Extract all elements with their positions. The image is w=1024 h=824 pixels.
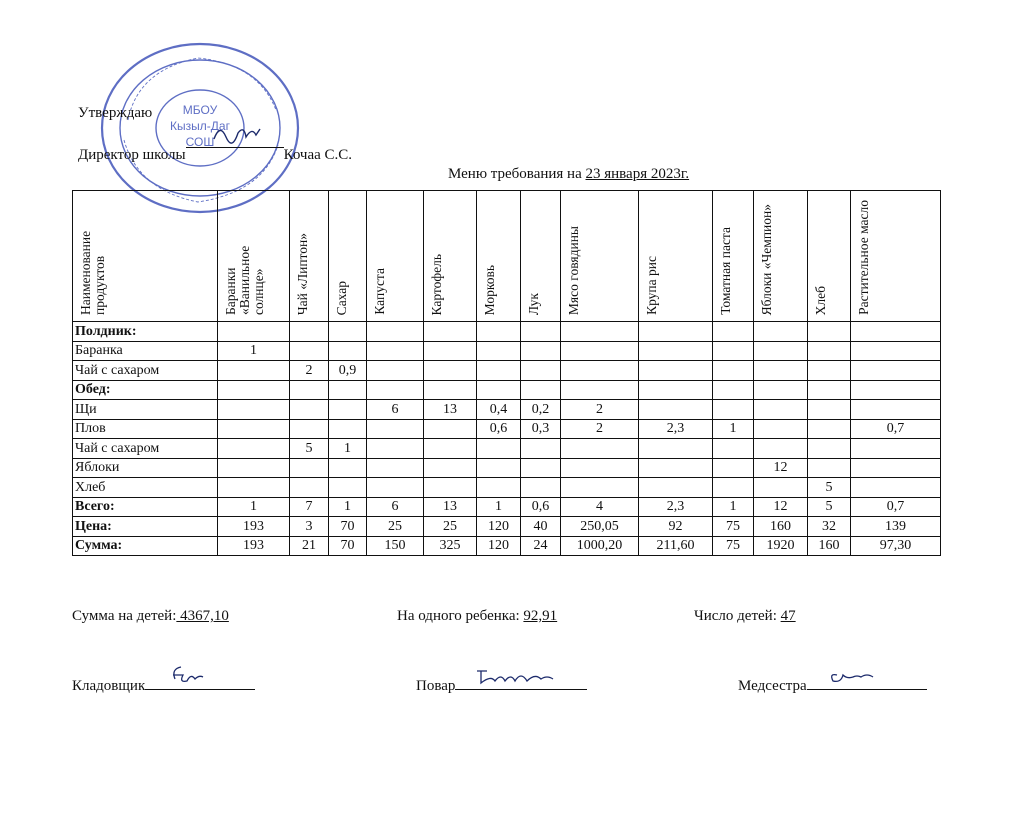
column-header-label: Крупа рис [644,256,659,315]
table-cell: 211,60 [639,536,713,556]
table-cell: 5 [290,439,329,459]
nurse-signature [738,675,927,695]
table-cell [367,341,424,361]
table-cell [367,458,424,478]
column-header-label: Капуста [372,268,387,315]
table-cell [639,458,713,478]
table-cell [424,419,477,439]
table-cell [808,322,851,342]
column-header-label: Сахар [334,280,349,315]
table-cell [521,380,561,400]
table-cell: 75 [713,536,754,556]
column-header-label: Морковь [482,264,497,315]
table-cell [424,341,477,361]
table-cell [367,361,424,381]
table-cell: 3 [290,517,329,537]
table-cell [561,322,639,342]
table-cell [218,361,290,381]
table-cell: 13 [424,497,477,517]
table-cell [477,322,521,342]
table-cell: 25 [424,517,477,537]
table-cell [639,380,713,400]
table-cell: 325 [424,536,477,556]
table-cell [808,458,851,478]
column-header [424,191,477,322]
children-count [694,608,796,625]
table-cell [218,458,290,478]
table-cell [851,439,941,459]
table-cell [290,478,329,498]
table-row [73,536,941,556]
director-signature [186,121,284,145]
table-cell [851,341,941,361]
cook-signature-line [455,675,587,690]
table-cell: 0,3 [521,419,561,439]
table-cell [521,361,561,381]
table-cell [561,341,639,361]
column-header-label: Томатная паста [718,227,733,315]
per-child [397,608,557,625]
table-cell [639,341,713,361]
table-cell [754,478,808,498]
table-cell: 32 [808,517,851,537]
table-cell: 139 [851,517,941,537]
stamp-text-1: МБОУ [182,103,218,117]
row-label: Полдник: [73,322,218,342]
table-cell: 7 [290,497,329,517]
table-cell: 150 [367,536,424,556]
table-cell [851,361,941,381]
table-cell [851,322,941,342]
table-cell: 0,9 [329,361,367,381]
table-cell [367,439,424,459]
row-label: Сумма: [73,536,218,556]
table-cell [424,478,477,498]
table-cell [561,439,639,459]
table-cell [808,400,851,420]
table-cell [218,478,290,498]
row-label: Обед: [73,380,218,400]
table-cell [367,478,424,498]
table-cell [808,419,851,439]
table-cell [754,322,808,342]
table-cell [808,361,851,381]
table-cell: 2,3 [639,419,713,439]
table-row [73,361,941,381]
column-header [73,191,218,322]
table-cell: 0,6 [521,497,561,517]
table-cell [851,478,941,498]
table-cell: 92 [639,517,713,537]
row-label: Баранка [73,341,218,361]
table-cell: 1 [713,497,754,517]
table-row [73,322,941,342]
table-header-row [73,191,941,322]
header-products: Наименование продуктов [78,230,107,315]
per-child-value: 92,91 [523,608,558,624]
table-cell [521,458,561,478]
table-cell [639,322,713,342]
table-cell: 193 [218,536,290,556]
table-cell: 1 [218,497,290,517]
column-header [290,191,329,322]
table-cell [424,361,477,381]
table-cell [754,419,808,439]
table-cell [329,400,367,420]
table-cell [329,341,367,361]
table-row [73,341,941,361]
table-cell: 6 [367,497,424,517]
row-label: Щи [73,400,218,420]
table-cell [754,400,808,420]
stamp-text-2: Кызыл-Даг [170,119,230,133]
table-cell [521,322,561,342]
column-header-label: Хлеб [813,285,828,315]
column-header [477,191,521,322]
table-cell [329,419,367,439]
table-cell [639,361,713,381]
table-cell [477,458,521,478]
table-cell: 13 [424,400,477,420]
table-cell [329,478,367,498]
table-cell: 25 [367,517,424,537]
table-cell [477,380,521,400]
table-cell: 160 [808,536,851,556]
children-sum-value: 4367,10 [176,608,229,624]
children-count-label: Число детей: [694,608,781,624]
children-count-value: 47 [780,608,796,624]
table-cell [754,439,808,459]
table-cell: 1 [713,419,754,439]
table-cell: 0,2 [521,400,561,420]
table-cell: 120 [477,536,521,556]
title-prefix: Меню требования на [448,166,586,182]
table-cell [851,400,941,420]
table-cell [424,439,477,459]
table-cell [477,478,521,498]
table-cell [561,458,639,478]
table-cell [329,380,367,400]
table-cell [424,380,477,400]
table-cell: 0,7 [851,419,941,439]
director-label: Директор школы [78,147,186,163]
column-header [713,191,754,322]
table-cell [367,322,424,342]
table-cell: 160 [754,517,808,537]
column-header-label: Чай «Липтон» [295,232,310,315]
column-header [329,191,367,322]
table-cell [367,380,424,400]
table-cell [639,439,713,459]
table-cell: 120 [477,517,521,537]
table-cell: 21 [290,536,329,556]
column-header-label: Яблоки «Чемпион» [759,203,774,315]
table-cell: 5 [808,478,851,498]
table-cell: 250,05 [561,517,639,537]
table-cell: 1 [477,497,521,517]
table-cell [290,419,329,439]
table-cell: 1920 [754,536,808,556]
table-cell [754,341,808,361]
table-cell: 6 [367,400,424,420]
children-sum [72,608,229,625]
table-row [73,380,941,400]
table-row [73,458,941,478]
table-cell [713,341,754,361]
table-cell: 5 [808,497,851,517]
column-header [808,191,851,322]
table-cell: 2 [561,419,639,439]
table-cell [218,419,290,439]
table-cell: 70 [329,536,367,556]
table-cell [713,380,754,400]
table-cell [808,439,851,459]
table-cell: 75 [713,517,754,537]
row-label: Яблоки [73,458,218,478]
table-cell: 24 [521,536,561,556]
table-cell [477,439,521,459]
table-cell [713,439,754,459]
table-row [73,478,941,498]
table-cell: 2,3 [639,497,713,517]
storekeeper-signature [72,675,255,695]
table-cell [290,380,329,400]
cook-signature-mark [455,663,587,689]
table-cell: 193 [218,517,290,537]
table-cell: 70 [329,517,367,537]
table-cell: 1 [329,439,367,459]
table-row [73,400,941,420]
column-header [218,191,290,322]
table-cell: 1000,20 [561,536,639,556]
table-cell [639,478,713,498]
table-cell: 4 [561,497,639,517]
table-cell [713,458,754,478]
table-cell [754,361,808,381]
approval-label: Утверждаю [78,105,153,121]
table-cell: 12 [754,458,808,478]
column-header-label: Баранки «Ванильное солнце» [223,245,266,315]
row-label: Плов [73,419,218,439]
column-header-label: Картофель [429,253,444,315]
table-cell [329,322,367,342]
director-name: Кочаа С.С. [283,147,353,163]
table-cell [424,322,477,342]
title-date: 23 января 2023г. [585,166,690,182]
table-cell [218,380,290,400]
table-row [73,419,941,439]
director-line [78,135,352,164]
table-cell: 1 [218,341,290,361]
column-header [639,191,713,322]
nurse-label: Медсестра [738,678,807,694]
table-cell [521,439,561,459]
cook-label: Повар [416,678,456,694]
table-cell [290,400,329,420]
table-cell [639,400,713,420]
table-cell: 12 [754,497,808,517]
table-cell [477,361,521,381]
table-cell [561,478,639,498]
table-cell [218,322,290,342]
table-cell [521,478,561,498]
row-label: Всего: [73,497,218,517]
table-cell [561,361,639,381]
table-cell: 97,30 [851,536,941,556]
column-header [367,191,424,322]
table-cell [367,419,424,439]
table-cell [851,458,941,478]
table-cell [218,439,290,459]
table-row [73,517,941,537]
children-sum-label: Сумма на детей: [72,608,177,624]
column-header [851,191,941,322]
cook-signature [416,675,587,695]
table-row [73,497,941,517]
row-label: Цена: [73,517,218,537]
storekeeper-signature-mark [145,663,255,689]
director-signature-line [186,135,284,148]
table-cell [521,341,561,361]
per-child-label: На одного ребенка: [397,608,524,624]
table-cell [808,341,851,361]
nurse-signature-line [807,675,927,690]
table-cell: 0,7 [851,497,941,517]
table-cell: 0,6 [477,419,521,439]
row-label: Хлеб [73,478,218,498]
table-cell [713,478,754,498]
table-cell [218,400,290,420]
table-cell [754,380,808,400]
table-cell [477,341,521,361]
table-cell: 0,4 [477,400,521,420]
table-cell [713,322,754,342]
row-label: Чай с сахаром [73,439,218,459]
column-header-label: Лук [526,292,541,315]
table-cell [290,322,329,342]
table-cell: 2 [561,400,639,420]
table-cell [424,458,477,478]
column-header [754,191,808,322]
document-title [448,166,689,183]
table-cell [713,400,754,420]
column-header-label: Растительное масло [856,200,871,315]
table-cell: 2 [290,361,329,381]
stamp-text-3: СОШ [185,135,215,149]
table-cell [713,361,754,381]
storekeeper-label: Кладовщик [72,678,146,694]
table-cell: 40 [521,517,561,537]
table-cell [808,380,851,400]
column-header [561,191,639,322]
requisition-table [72,190,941,556]
storekeeper-signature-line [145,675,255,690]
table-cell [851,380,941,400]
table-cell: 1 [329,497,367,517]
column-header [521,191,561,322]
table-row [73,439,941,459]
table-cell [329,458,367,478]
row-label: Чай с сахаром [73,361,218,381]
table-cell [290,458,329,478]
table-cell [561,380,639,400]
table-cell [290,341,329,361]
nurse-signature-mark [807,663,927,689]
column-header-label: Мясо говядины [566,225,581,315]
